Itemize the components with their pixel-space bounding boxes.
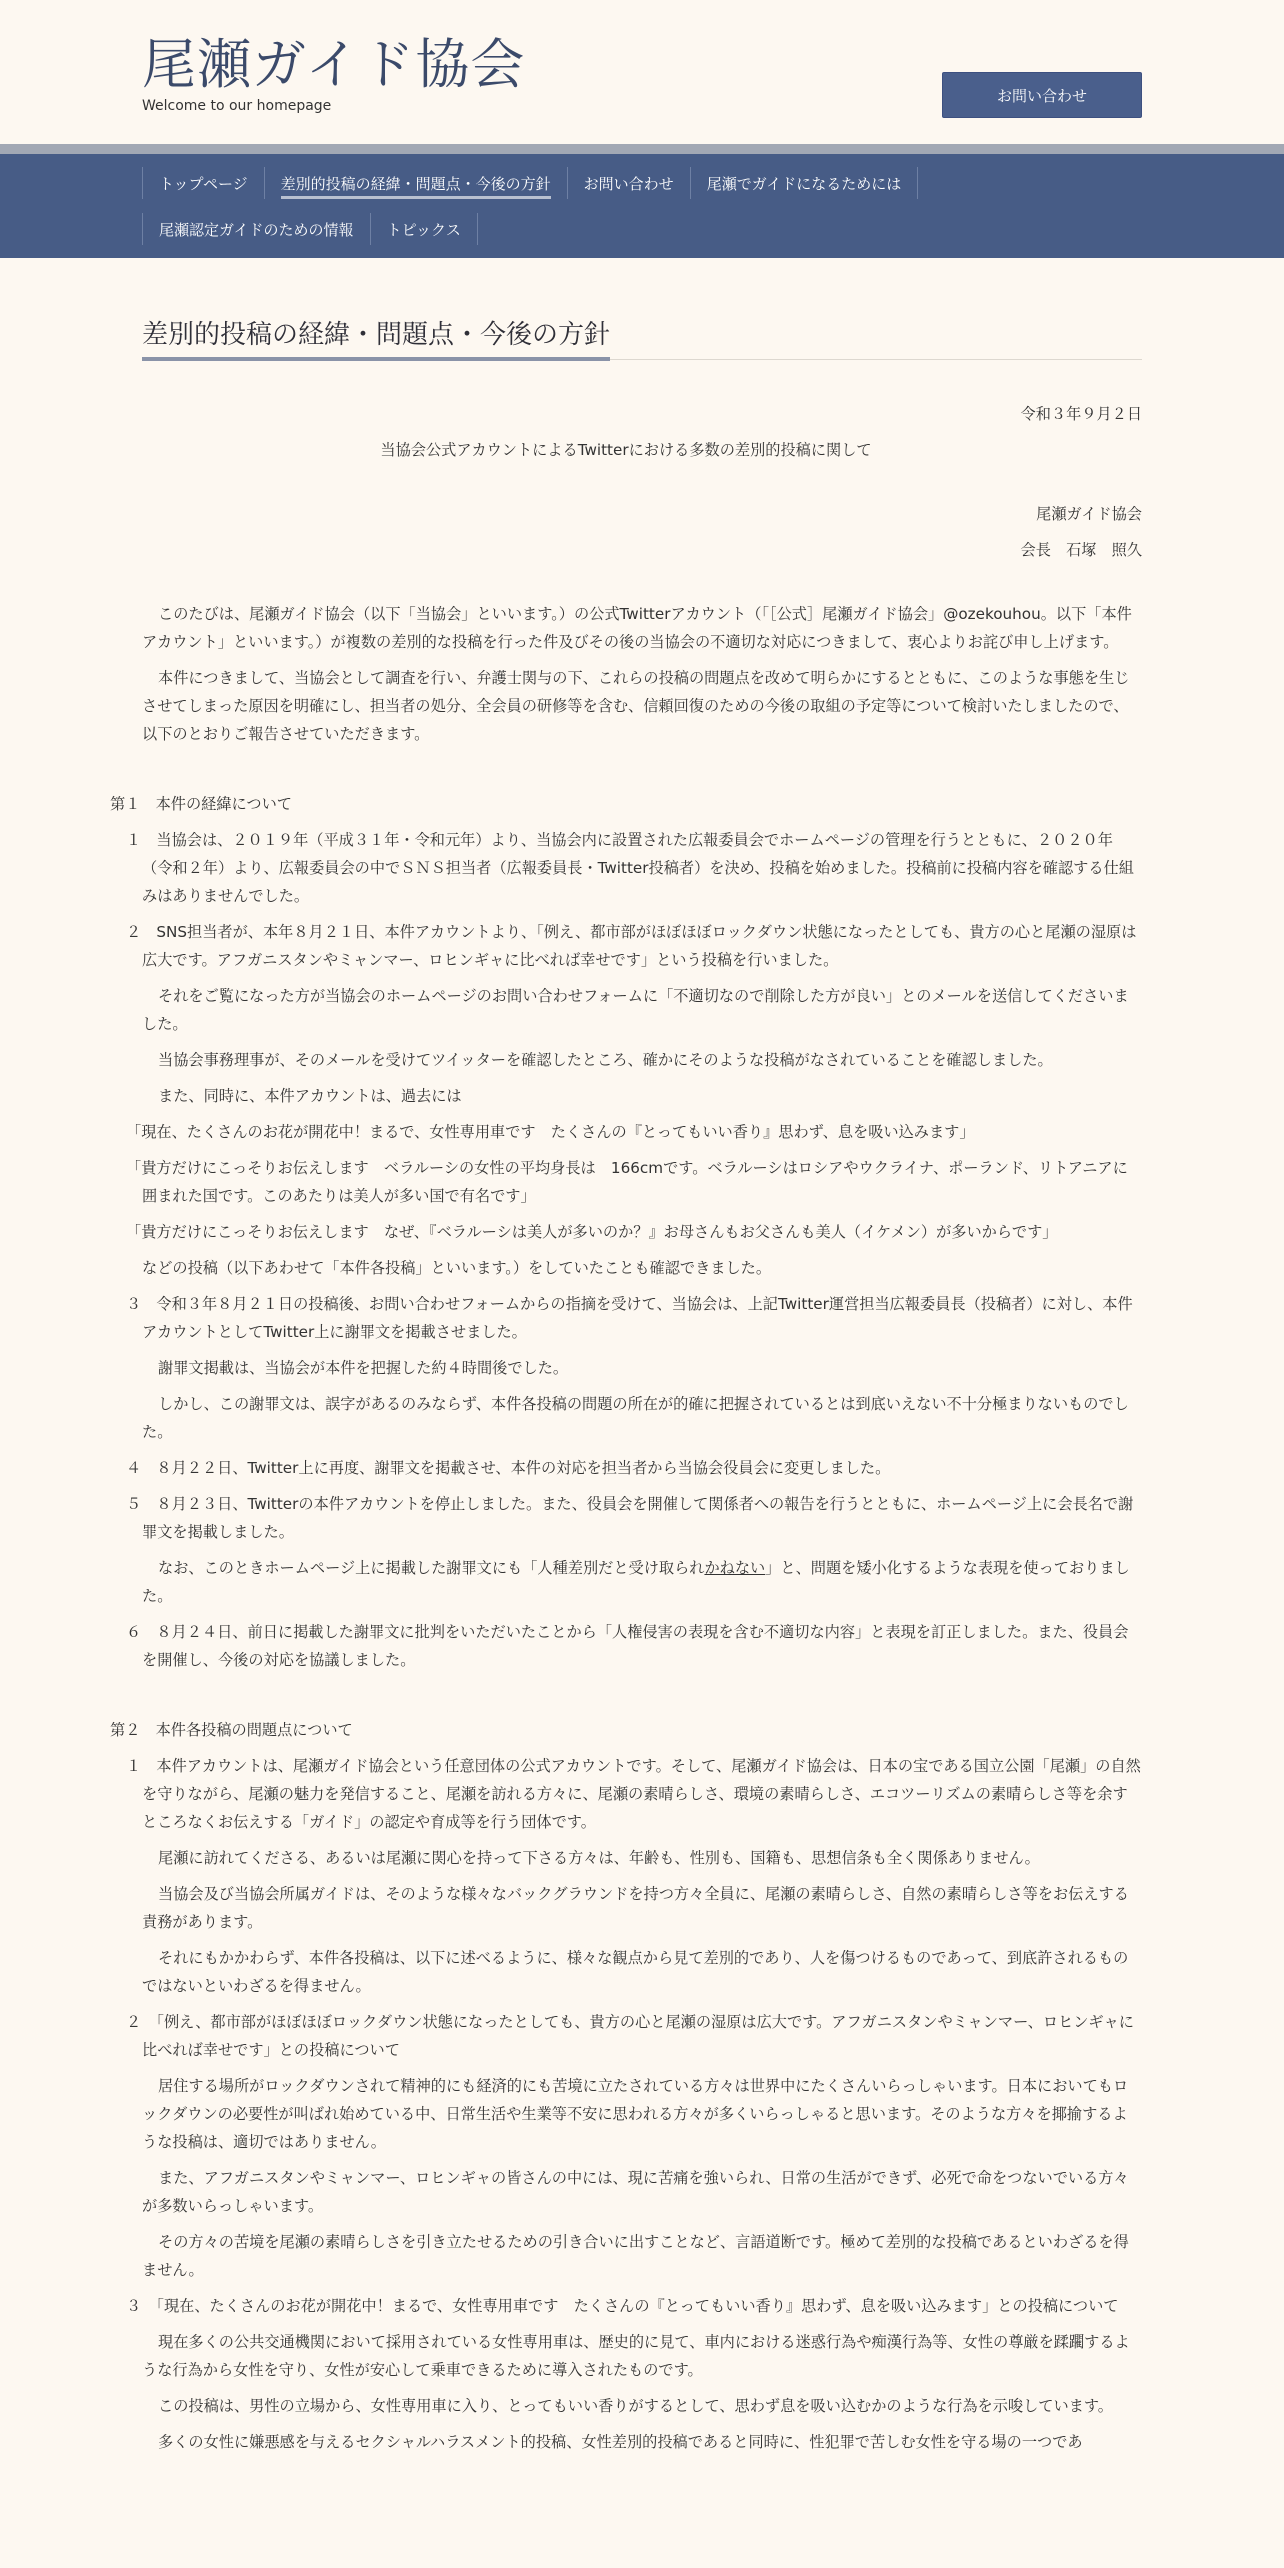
nav-item-discrimination-posts[interactable]: 差別的投稿の経緯・問題点・今後の方針	[264, 167, 567, 199]
notice-subject: 当協会公式アカウントによるTwitterにおける多数の差別的投稿に関して	[380, 441, 872, 459]
apology-note-pre: なお、このときホームページ上に掲載した謝罪文にも「人種差別だと受け取られ	[158, 1559, 705, 1577]
section-2-para: 多くの女性に嫌悪感を与えるセクシャルハラスメント的投稿、女性差別的投稿であると同時に、性犯罪で苦しむ女性を守る場の一つであ	[158, 2433, 1083, 2451]
intro-paragraph: 本件につきまして、当協会として調査を行い、弁護士関与の下、これらの投稿の問題点を改めて明らかにするとともに、このような事態を生じさせてしまった原因を明確にし、担当者の処分、全会員の研修等を含む、信頼回復のための今後の取組の予定等について検討いたしましたので、以下のとおりご報告させていただきます。	[142, 669, 1130, 743]
notice-org: 尾瀬ガイド協会	[1036, 505, 1142, 523]
section-1-item: １ 当協会は、２０１９年（平成３１年・令和元年）より、当協会内に設置された広報委員会でホームページの管理を行うとともに、２０２０年（令和２年）より、広報委員会の中でＳＮＳ担当者（広報委員長・Twitter投稿者）を決め、投稿を始めました。投稿前に投稿内容を確認する仕組みはありませんでした。	[126, 831, 1134, 905]
section-1-item: ６ ８月２４日、前日に掲載した謝罪文に批判をいただいたことから「人権侵害の表現を含む不適切な内容」と表現を訂正しました。また、役員会を開催し、今後の対応を協議しました。	[126, 1623, 1129, 1669]
page-title: 差別的投稿の経緯・問題点・今後の方針	[142, 314, 610, 361]
section-1-para: などの投稿（以下あわせて「本件各投稿」といいます。）をしていたことも確認できました。	[142, 1259, 772, 1277]
section-2-para: 尾瀬に訪れてくださる、あるいは尾瀬に関心を持って下さる方々は、年齢も、性別も、国籍も、思想信条も全く関係ありません。	[158, 1849, 1040, 1867]
page-heading-block	[142, 314, 1142, 360]
nav-item-become-guide[interactable]: 尾瀬でガイドになるためには	[690, 167, 919, 199]
section-2-item: ２ 「例え、都市部がほぼほぼロックダウン状態になったとしても、貴方の心と尾瀬の湿原は広大です。アフガニスタンやミャンマー、ロヒンギャに比べれば幸せです」との投稿について	[126, 2013, 1134, 2059]
site-title[interactable]: 尾瀬ガイド協会	[142, 33, 526, 96]
section-1-para: 謝罪文掲載は、当協会が本件を把握した約４時間後でした。	[158, 1359, 569, 1377]
contact-button[interactable]: お問い合わせ	[942, 72, 1142, 118]
section-2-item: １ 本件アカウントは、尾瀬ガイド協会という任意団体の公式アカウントです。そして、尾瀬ガイド協会は、日本の宝である国立公園「尾瀬」の自然を守りながら、尾瀬の魅力を発信すること、尾瀬を訪れる方々に、尾瀬の素晴らしさ、環境の素晴らしさ、エコツーリズムの素晴らしさ等を余すところなくお伝えする「ガイド」の認定や育成等を行う団体です。	[126, 1757, 1141, 1831]
section-1-item: ４ ８月２２日、Twitter上に再度、謝罪文を掲載させ、本件の対応を担当者から当協会役員会に変更しました。	[126, 1459, 891, 1477]
section-1-para: しかし、この謝罪文は、誤字があるのみならず、本件各投稿の問題の所在が的確に把握されているとは到底いえない不十分極まりないものでした。	[142, 1395, 1129, 1441]
section-1-para: また、同時に、本件アカウントは、過去には	[158, 1087, 462, 1105]
site-header	[0, 0, 1284, 144]
section-2-para: その方々の苦境を尾瀬の素晴らしさを引き立たせるための引き合いに出すことなど、言語道断です。極めて差別的な投稿であるといわざるを得ません。	[142, 2233, 1129, 2279]
section-1-item: ２ SNS担当者が、本年８月２１日、本件アカウントより、「例え、都市部がほぼほぼロックダウン状態になったとしても、貴方の心と尾瀬の湿原は広大です。アフガニスタンやミャンマー、ロヒンギャに比べれば幸せです」という投稿を行いました。	[126, 923, 1137, 969]
quoted-post: 「現在、たくさんのお花が開花中！まるで、女性専用車です たくさんの『とってもいい香り』思わず、息を吸い込みます」	[126, 1123, 975, 1141]
nav-top-band	[0, 144, 1284, 154]
section-2-para: 当協会及び当協会所属ガイドは、そのような様々なバックグラウンドを持つ方々全員に、尾瀬の素晴らしさ、自然の素晴らしさ等をお伝えする責務があります。	[142, 1885, 1129, 1931]
section-2-para: また、アフガニスタンやミャンマー、ロヒンギャの皆さんの中には、現に苦痛を強いられ、日常の生活ができず、必死で命をつないでいる方々が多数いらっしゃいます。	[142, 2169, 1129, 2215]
section-2-title: 第２ 本件各投稿の問題点について	[110, 1721, 353, 1739]
quoted-post: 「貴方だけにこっそりお伝えします ベラルーシの女性の平均身長は 166cmです。ベラルーシはロシアやウクライナ、ポーランド、リトアニアに囲まれた国です。このあたりは美人が多い国で有名です」	[126, 1159, 1128, 1205]
apology-note-post: 」と、問題を矮小化するような表現を使っておりました。	[142, 1559, 1130, 1605]
section-2-para: 現在多くの公共交通機関において採用されている女性専用車は、歴史的に見て、車内における迷惑行為や痴漢行為等、女性の尊厳を蹂躙するような行為から女性を守り、女性が安心して乗車できるために導入されたものです。	[142, 2333, 1130, 2379]
section-1-item: ３ 令和３年８月２１日の投稿後、お問い合わせフォームからの指摘を受けて、当協会は、上記Twitter運営担当広報委員長（投稿者）に対し、本件アカウントとしてTwitter上に謝罪文を掲載させました。	[126, 1295, 1133, 1341]
notice-signer: 会長 石塚 照久	[1020, 541, 1142, 559]
nav-item-contact[interactable]: お問い合わせ	[567, 167, 690, 199]
nav-row-2	[142, 206, 1142, 252]
section-2-para: それにもかかわらず、本件各投稿は、以下に述べるように、様々な観点から見て差別的であり、人を傷つけるものであって、到底許されるものではないといわざるを得ません。	[142, 1949, 1129, 1995]
section-1-para	[110, 1554, 1142, 1610]
section-1-item: ５ ８月２３日、Twitterの本件アカウントを停止しました。また、役員会を開催して関係者への報告を行うとともに、ホームページ上に会長名で謝罪文を掲載しました。	[126, 1495, 1134, 1541]
nav-item-topics[interactable]: トピックス	[370, 213, 478, 245]
section-1-para: 当協会事務理事が、そのメールを受けてツイッターを確認したところ、確かにそのような投稿がなされていることを確認しました。	[158, 1051, 1053, 1069]
section-2-para: この投稿は、男性の立場から、女性専用車に入り、とってもいい香りがするとして、思わず息を吸い込むかのような行為を示唆しています。	[158, 2397, 1113, 2415]
section-1-para: それをご覧になった方が当協会のホームページのお問い合わせフォームに「不適切なので削除した方が良い」とのメールを送信してくださいました。	[142, 987, 1129, 1033]
nav-row-1	[142, 160, 1142, 206]
nav-item-guide-info[interactable]: 尾瀬認定ガイドのための情報	[142, 213, 370, 245]
notice-date: 令和３年９月２日	[1020, 405, 1142, 423]
main-nav	[0, 154, 1284, 258]
nav-item-top[interactable]: トップページ	[142, 167, 264, 199]
site-subtitle: Welcome to our homepage	[142, 98, 332, 114]
section-2-item: ３ 「現在、たくさんのお花が開花中！まるで、女性専用車です たくさんの『とってもいい香り』思わず、息を吸い込みます」との投稿について	[126, 2297, 1119, 2315]
section-2-para: 居住する場所がロックダウンされて精神的にも経済的にも苦境に立たされている方々は世界中にたくさんいらっしゃいます。日本においてもロックダウンの必要性が叫ばれ始めている中、日常生活や生業等不安に思われる方々が多くいらっしゃると思います。そのような方々を揶揄するような投稿は、適切ではありません。	[142, 2077, 1129, 2151]
apology-note-underline: かねない	[704, 1559, 766, 1577]
intro-paragraph: このたびは、尾瀬ガイド協会（以下「当協会」といいます。）の公式Twitterアカウント（「［公式］尾瀬ガイド協会」@ozekouhou。以下「本件アカウント」といいます。）が複数の差別的な投稿を行った件及びその後の当協会の不適切な対応につきまして、衷心よりお詫び申し上げます。	[142, 605, 1132, 651]
article-body	[110, 400, 1142, 2456]
quoted-post: 「貴方だけにこっそりお伝えします なぜ、『ベラルーシは美人が多いのか？』お母さんもお父さんも美人（イケメン）が多いからです」	[126, 1223, 1058, 1241]
section-1-title: 第１ 本件の経緯について	[110, 795, 292, 813]
